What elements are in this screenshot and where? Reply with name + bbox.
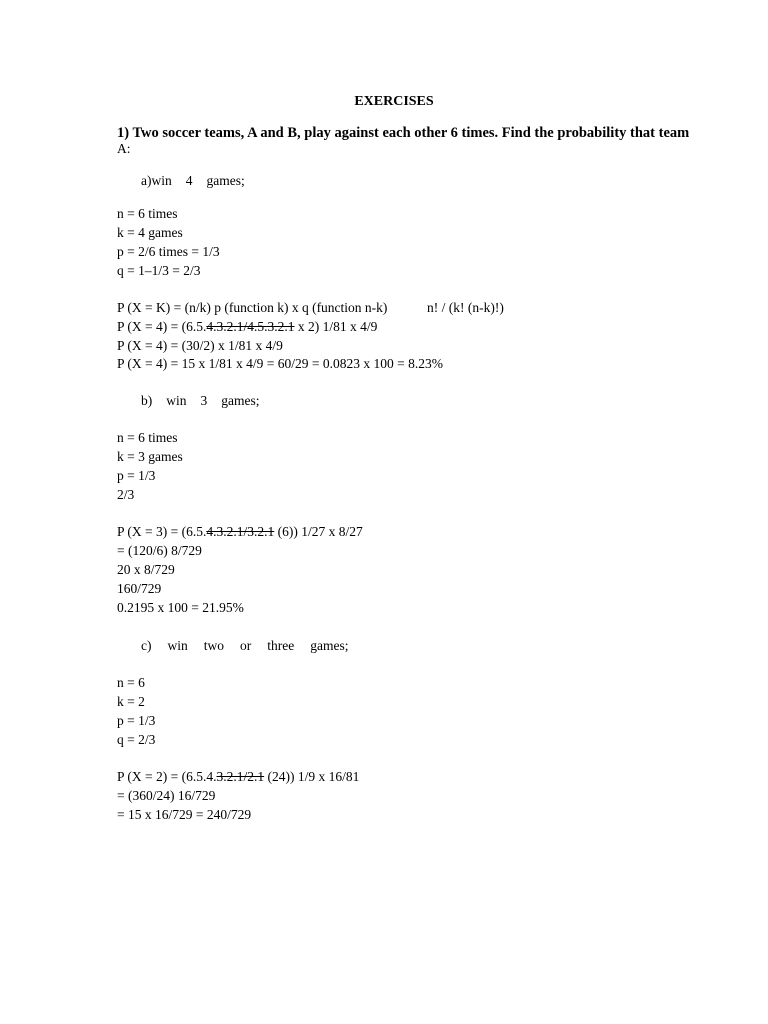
part-c-given-p: p = 1/3 [117,713,156,728]
question-1-line-2: A: [117,141,131,156]
part-b-given-k: k = 3 games [117,449,183,464]
part-a-step-1-strike: 4.3.2.1/4.5.3.2.1 [206,319,295,334]
part-c-three: three [267,638,295,653]
part-b-label: b) [141,393,153,408]
part-b-heading [141,394,260,408]
part-a-formula-note: n! / (k! (n-k)!) [427,300,504,315]
part-c-step-2: = (360/24) 16/729 [117,788,216,803]
part-c-step-1-post: (24)) 1/9 x 16/81 [264,769,360,784]
part-a-step-1-post: x 2) 1/81 x 4/9 [294,319,378,334]
part-a-step-1 [117,320,377,334]
part-c-word: games; [310,638,349,653]
part-c-step-1 [117,770,359,784]
part-c-step-1-pre: P (X = 2) = (6.5.4. [117,769,217,784]
part-a-given-n: n = 6 times [117,206,178,221]
part-c-step-3: = 15 x 16/729 = 240/729 [117,807,252,822]
part-a-label: a)win [141,173,172,188]
part-b-word: games; [221,393,260,408]
part-b-number: 3 [200,393,208,408]
part-c-label: c) [141,638,152,653]
part-b-step-2: = (120/6) 8/729 [117,543,202,558]
part-c-given-n: n = 6 [117,675,145,690]
part-b-step-1-pre: P (X = 3) = (6.5. [117,524,207,539]
part-c-step-1-strike: 3.2.1/2.1 [216,769,265,784]
part-b-given-q: 2/3 [117,487,135,502]
part-b-given-n: n = 6 times [117,430,178,445]
part-c-heading [141,639,348,653]
part-a-step-3: P (X = 4) = 15 x 1/81 x 4/9 = 60/29 = 0.0823 x 100 = 8.23% [117,356,443,371]
question-1-line-1: 1) Two soccer teams, A and B, play against each other 6 times. Find the probability that team [117,125,690,141]
part-c-given-k: k = 2 [117,694,145,709]
page-title: EXERCISES [354,94,434,109]
part-c-given-q: q = 2/3 [117,732,156,747]
part-b-step-3: 20 x 8/729 [117,562,175,577]
part-c-two: two [203,638,224,653]
part-a-given-p: p = 2/6 times = 1/3 [117,244,220,259]
part-a-step-1-pre: P (X = 4) = (6.5. [117,319,207,334]
part-b-step-1-strike: 4.3.2.1/3.2.1 [206,524,275,539]
part-b-step-5: 0.2195 x 100 = 21.95% [117,600,244,615]
part-b-win: win [166,393,187,408]
part-a-heading [141,174,245,188]
part-a-step-2: P (X = 4) = (30/2) x 1/81 x 4/9 [117,338,283,353]
part-b-given-p: p = 1/3 [117,468,156,483]
part-b-step-1-post: (6)) 1/27 x 8/27 [274,524,363,539]
part-b-step-4: 160/729 [117,581,162,596]
part-c-win: win [167,638,188,653]
part-a-word: games; [206,173,245,188]
part-a-given-k: k = 4 games [117,225,183,240]
part-c-or: or [240,638,252,653]
part-b-step-1 [117,525,363,539]
part-a-number: 4 [185,173,193,188]
part-a-given-q: q = 1–1/3 = 2/3 [117,263,201,278]
part-a-formula: P (X = K) = (n/k) p (function k) x q (function n-k) [117,300,388,315]
